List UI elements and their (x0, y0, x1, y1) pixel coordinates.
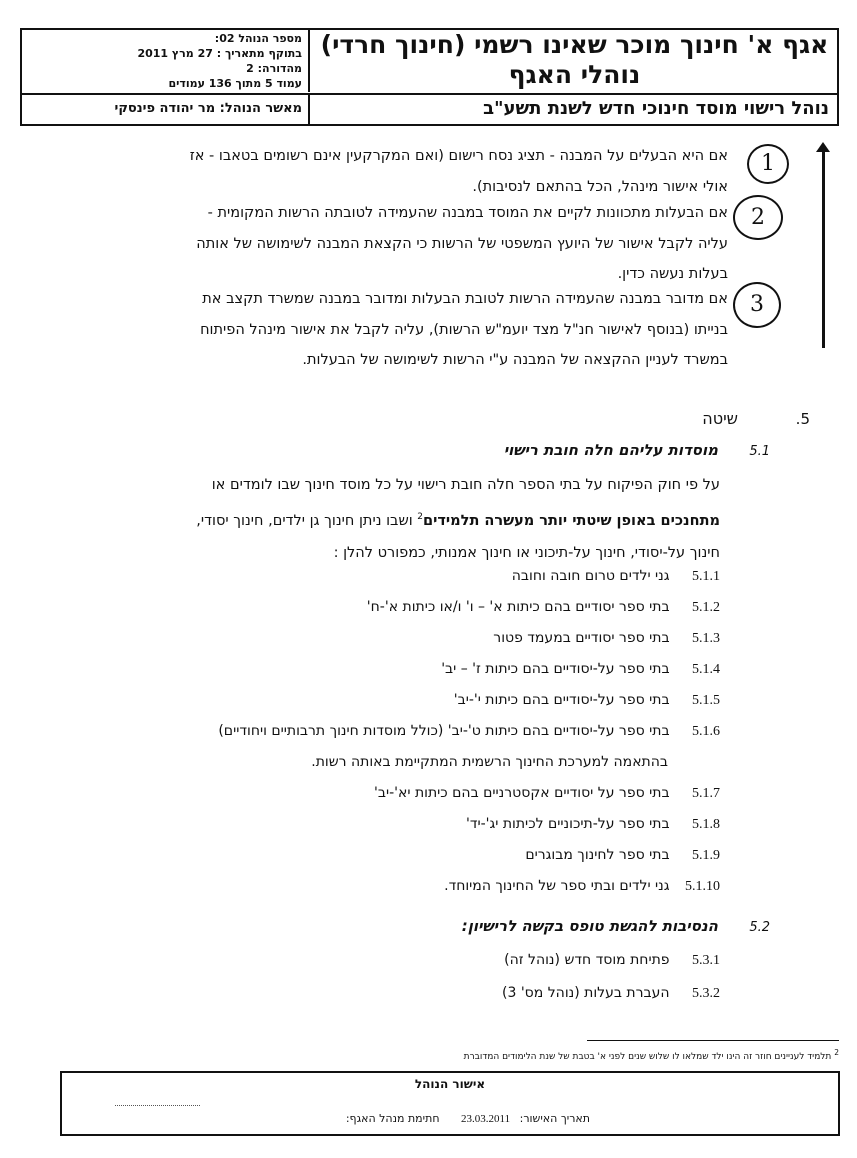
paragraph-line: אולי אישור מינהל, הכל בהתאם לנסיבות). (472, 178, 728, 195)
item-text: בתי ספר על יסודיים אקסטרניים בהם כיתות יא'-יב' (374, 785, 670, 801)
item-number: 5.1.6 (692, 724, 720, 739)
body-line-with-footnote (80, 501, 720, 537)
item-number: 5.1.3 (692, 631, 720, 646)
item-text: פתיחת מוסד חדש (נוהל זה) (504, 952, 670, 968)
document-title (312, 30, 837, 92)
body-line: חינוך על-יסודי, חינוך על-תיכוני או חינוך אמנותי, כמפורט להלן : (333, 544, 720, 561)
item-number: 5.1.7 (692, 786, 720, 801)
paragraph-line: במשרד לעניין ההקצאה של המבנה ע"י הרשות לשימושה של הבעלות. (302, 352, 728, 368)
title-line-2: נוהלי האגף (508, 60, 641, 89)
document-meta (22, 30, 310, 92)
list-item (60, 561, 720, 592)
paragraph-line: בנייתו (בנוסף לאישור חנ"ל מצד יועמ"ש הרשות), עליה לקבל את אישור מינהל הפיתוח (200, 321, 728, 338)
approval-title: אישור הנוהל (414, 1077, 486, 1091)
item-text: בתי ספר יסודיים בהם כיתות א' – ו' ו/או כיתות א'-ח' (366, 599, 670, 615)
item-number: 5.3.1 (692, 953, 720, 968)
intro-paragraph-3 (60, 284, 728, 376)
section-5-1-title: מוסדות עליהם חלה חובת רישוי (503, 441, 718, 459)
handwritten-circle-1: 1 (747, 144, 789, 184)
list-item (60, 778, 720, 809)
section-5-2-number: 5.2 (749, 920, 770, 935)
item-number: 5.1.10 (685, 879, 720, 894)
approval-date-value: 23.03.2011 (461, 1113, 511, 1125)
section-5-1-list (60, 561, 720, 902)
list-item (60, 623, 720, 654)
approver-label: מאשר הנוהל: מר יהודה פינסקי (22, 95, 310, 124)
item-number: 5.1.4 (692, 662, 720, 677)
approval-signature-label: חתימת מנהל האגף: (345, 1112, 440, 1125)
meta-edition: מהדורה: 2 (246, 62, 302, 75)
section-5-1-number: 5.1 (749, 444, 770, 459)
meta-effective-date: בתוקף מתאריך : 27 מרץ 2011 (137, 47, 302, 60)
section-5-number: 5. (795, 410, 810, 428)
list-item (60, 840, 720, 871)
item-text: גני ילדים ובתי ספר של החינוך המיוחד. (444, 878, 670, 894)
list-item (60, 654, 720, 685)
paragraph-line: אם מדובר במבנה שהעמידה הרשות לטובת הבעלות ומדובר במבנה שמשרד תקצב את (202, 291, 728, 307)
handwritten-circle-2: 2 (733, 195, 783, 240)
footnote (305, 1047, 839, 1063)
intro-paragraph-1 (60, 141, 728, 202)
handwritten-bracket (822, 148, 825, 348)
paragraph-line: עליה לקבל אישור של היועץ המשפטי של הרשות כי הקצאת המבנה לשימושה של אותה (196, 235, 728, 252)
meta-page-count: עמוד 5 מתוך 136 עמודים (168, 77, 302, 90)
list-item (60, 809, 720, 840)
paragraph-line: אם היא הבעלים על המבנה - תציג נסח רישום (ואם המקרקעין אינם רשומים בטאבו - אז (189, 148, 728, 164)
list-item (60, 977, 720, 1010)
body-emphasis: מתחנכים באופן שיטתי יותר מעשרה תלמידים (423, 512, 720, 529)
item-text: בתי ספר על-יסודיים בהם כיתות ז' – יב' (441, 661, 670, 677)
paragraph-line: בעלות נעשה כדין. (617, 266, 728, 282)
item-text: גני ילדים טרום חובה וחובה (511, 568, 670, 584)
item-number: 5.1.2 (692, 600, 720, 615)
list-item (60, 944, 720, 977)
body-line: על פי חוק הפיקוח על בתי הספר חלה חובת רישוי על כל מוסד חינוך שבו לומדים או (211, 477, 720, 493)
body-text: ושבו ניתן חינוך גן ילדים, חינוך יסודי, (196, 512, 413, 529)
item-text: העברת בעלות (נוהל מס' 3) (501, 985, 670, 1001)
item-text: בתי ספר לחינוך מבוגרים (525, 847, 670, 863)
approval-details (270, 1112, 590, 1125)
item-text: בתי ספר על-יסודיים בהם כיתות י'-יב' (453, 692, 670, 708)
section-5-2-title: הנסיבות להגשת טופס בקשה לרישיון: (461, 917, 718, 935)
footnote-number: 2 (834, 1048, 839, 1057)
procedure-subtitle: נוהל רישוי מוסד חינוכי חדש לשנת תשע"ב (483, 98, 829, 119)
bracket-arrow-icon (816, 142, 830, 152)
list-item (60, 871, 720, 902)
item-number: 5.3.2 (692, 986, 720, 1001)
list-item (60, 592, 720, 623)
item-number: 5.1.9 (692, 848, 720, 863)
handwritten-circle-3: 3 (733, 282, 781, 328)
list-item (60, 716, 720, 778)
signature-mark (115, 1105, 200, 1112)
paragraph-line: אם הבעלות מתכוונות לקיים את המוסד במבנה שהעמידה לטובתה הרשות המקומית - (207, 205, 728, 221)
item-number: 5.1.5 (692, 693, 720, 708)
item-text: בתי ספר יסודיים במעמד פטור (493, 630, 670, 646)
section-5-1-body (80, 469, 720, 569)
section-5-2-list (60, 944, 720, 1010)
section-5-title: שיטה (702, 409, 738, 428)
item-number: 5.1.1 (692, 569, 720, 584)
item-text: בתי ספר על-יסודיים בהם כיתות ט'-יב' (כולל מוסדות חינוך תרבותיים ויחודיים) (218, 723, 670, 739)
title-line-1: אגף א' חינוך מוכר שאינו רשמי (חינוך חרדי) (320, 30, 829, 59)
footnote-mark: 2 (417, 512, 424, 522)
item-number: 5.1.8 (692, 817, 720, 832)
item-text: בתי ספר על-תיכוניים לכיתות יג'-יד' (465, 816, 670, 832)
footnote-divider (587, 1040, 839, 1041)
item-text-continued: בהתאמה למערכת החינוך הרשמית המתקיימת באותה רשות. (311, 754, 668, 770)
intro-paragraph-2 (60, 198, 728, 290)
meta-procedure-number: מספר הנוהל 02: (214, 32, 302, 45)
approval-date-label: תאריך האישור: (519, 1112, 590, 1125)
list-item (60, 685, 720, 716)
footnote-text: תלמיד לעניינים חוזר זה הינו ילד שמלאו לו שלוש שנים לפני א' בטבת של שנת הלימודים המדוברת (463, 1052, 832, 1062)
